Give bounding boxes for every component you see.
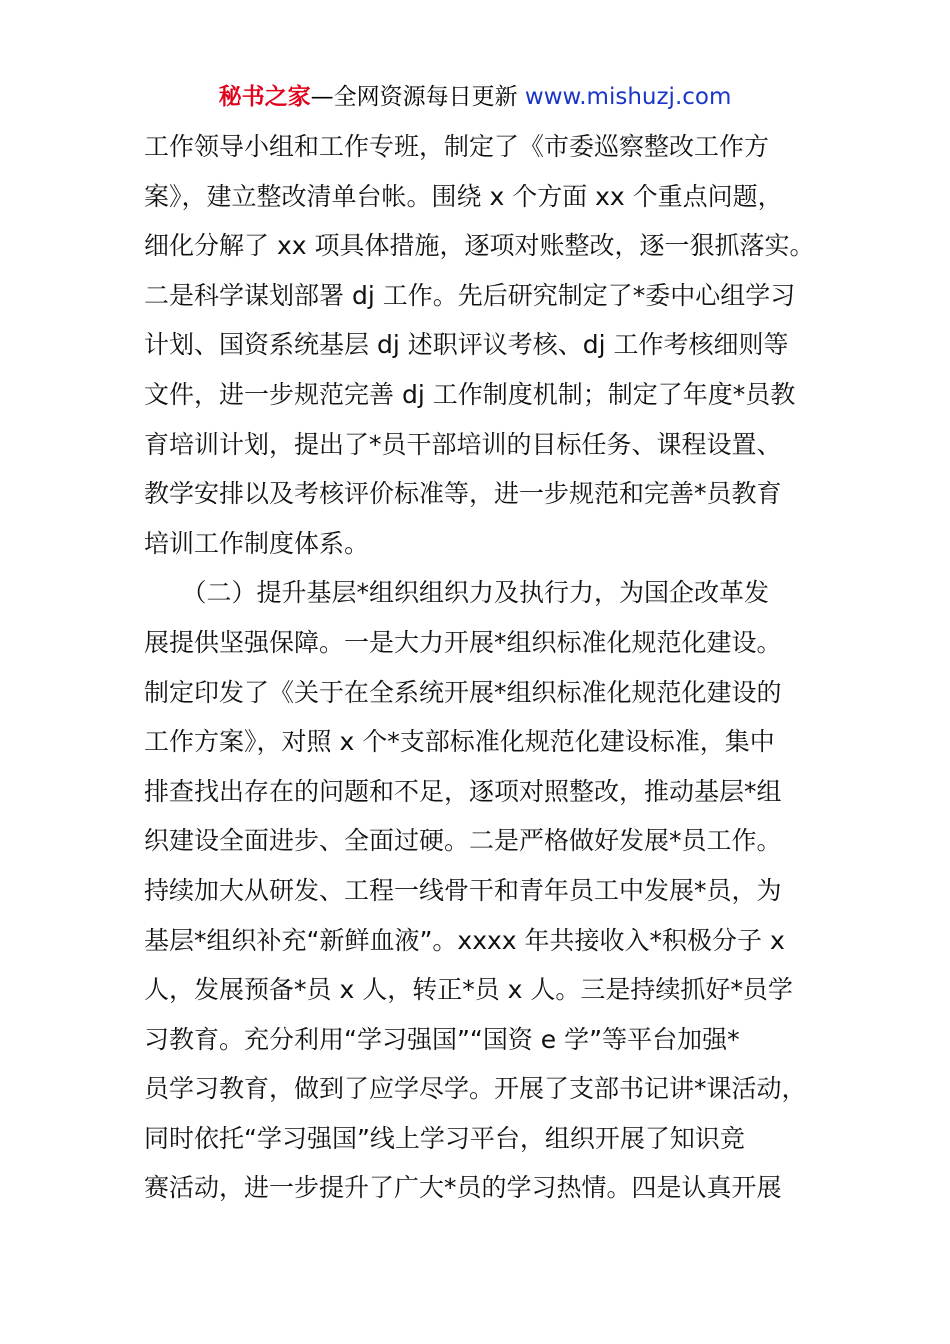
site-url-link[interactable]: www.mishuzj.com [524, 84, 732, 110]
text-line: 细化分解了 xx 项具体措施，逐项对账整改，逐一狠抓落实。 [144, 231, 815, 261]
text-line: 教学安排以及考核评价标准等，进一步规范和完善*员教育 [144, 479, 782, 509]
text-line: 赛活动，进一步提升了广大*员的学习热情。四是认真开展 [144, 1173, 782, 1203]
text-line: 案》，建立整改清单台帐。围绕 x 个方面 xx 个重点问题， [144, 181, 783, 211]
text-line: 同时依托“学习强国”线上学习平台，组织开展了知识竞 [144, 1123, 745, 1153]
text-line: 人，发展预备*员 x 人，转正*员 x 人。三是持续抓好*员学 [144, 975, 793, 1005]
text-line: 制定印发了《关于在全系统开展*组织标准化规范化建设的 [144, 677, 782, 707]
text-line: 二是科学谋划部署 dj 工作。先后研究制定了*委中心组学习 [144, 280, 796, 310]
text-line: 文件，进一步规范完善 dj 工作制度机制；制定了年度*员教 [144, 379, 796, 409]
text-line: 工作领导小组和工作专班，制定了《市委巡察整改工作方 [144, 132, 770, 161]
text-line: 计划、国资系统基层 dj 述职评议考核、dj 工作考核细则等 [144, 330, 789, 360]
text-line: 基层*组织补充“新鲜血液”。xxxx 年共接收入*积极分子 x [144, 925, 785, 955]
text-line: （二）提升基层*组织组织力及执行力，为国企改革发 [144, 578, 770, 608]
text-line: 排查找出存在的问题和不足，逐项对照整改，推动基层*组 [144, 776, 782, 806]
document-body [144, 122, 824, 1213]
text-line: 持续加大从研发、工程一线骨干和青年员工中发展*员，为 [144, 875, 782, 905]
text-line: 展提供坚强保障。一是大力开展*组织标准化规范化建设。 [144, 627, 782, 657]
page-header [0, 80, 950, 114]
text-line: 习教育。充分利用“学习强国”“国资 e 学”等平台加强* [144, 1024, 740, 1054]
text-line: 织建设全面进步、全面过硬。二是严格做好发展*员工作。 [144, 826, 782, 856]
header-tagline: —全网资源每日更新 [310, 84, 525, 110]
text-line: 员学习教育，做到了应学尽学。开展了支部书记讲*课活动， [144, 1074, 807, 1104]
brand-name: 秘书之家 [218, 84, 311, 110]
text-line: 培训工作制度体系。 [144, 528, 370, 558]
text-line: 工作方案》，对照 x 个*支部标准化规范化建设标准，集中 [144, 727, 775, 757]
text-line: 育培训计划，提出了*员干部培训的目标任务、课程设置、 [144, 429, 782, 459]
